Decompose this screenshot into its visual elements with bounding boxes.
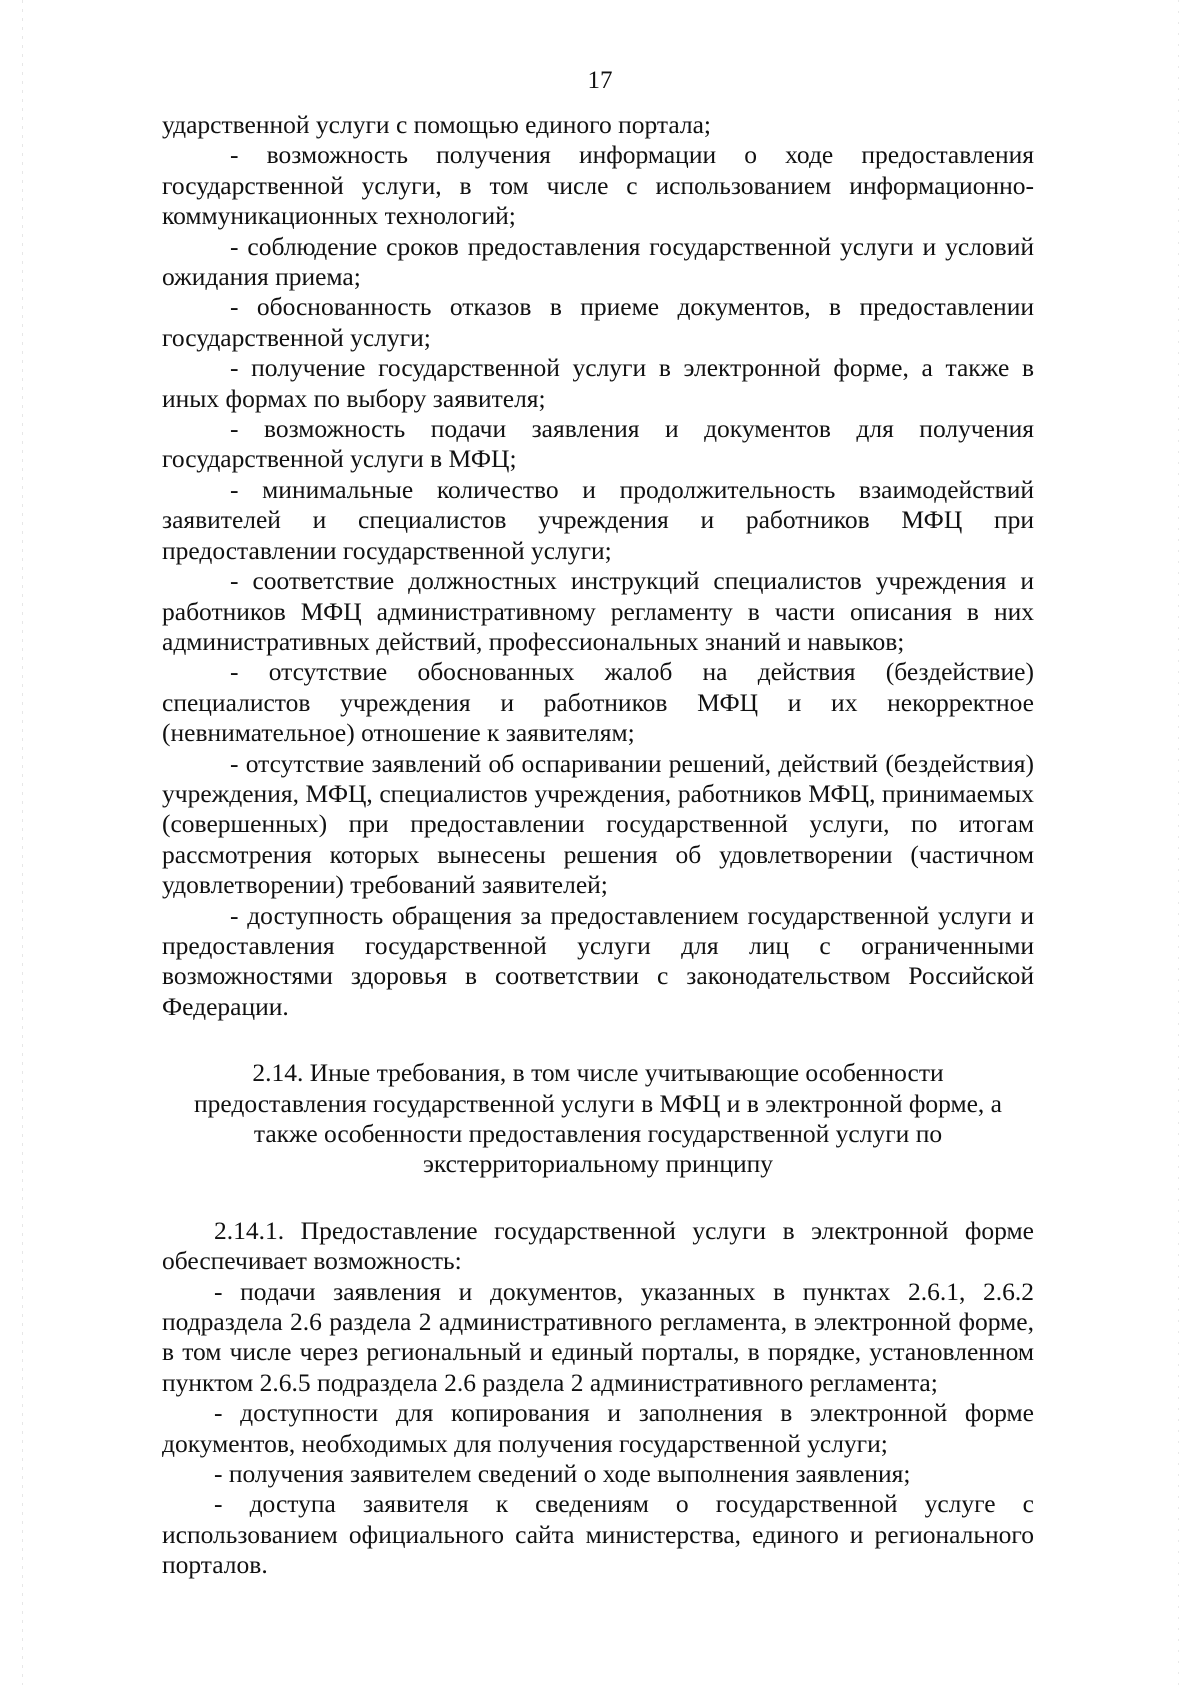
list-item: - отсутствие заявлений об оспаривании решений, действий (бездействия) учреждения, МФЦ, специалистов учреждения, работников МФЦ, принимаемых (совершенных) при предоставлении государственной услуги, по итогам рассмотрения которых вынесены решения об удовлетворении (частичном удовлетворении) требований заявителей; (162, 748, 1034, 900)
list-item: - доступность обращения за предоставлением государственной услуги и предоставления государственной услуги для лиц с ограниченными возможностями здоровья в соответствии с законодательством Российской Федерации. (162, 900, 1034, 1021)
list-item: - доступа заявителя к сведениям о государственной услуге с использованием официального сайта министерства, единого и регионального порталов. (162, 1489, 1034, 1580)
list-item: - возможность получения информации о ходе предоставления государственной услуги, в том числе с использованием информационно-коммуникационных технологий; (162, 140, 1034, 231)
list-item: - соблюдение сроков предоставления государственной услуги и условий ожидания приема; (162, 231, 1034, 292)
page-number: 17 (587, 67, 613, 94)
section-heading: 2.14. Иные требования, в том числе учитывающие особенности предоставления государственной услуги в МФЦ и в электронной форме, а также особенности предоставления государственной услуги по экстерриториальному принципу (194, 1058, 1002, 1179)
paragraph: ударственной услуги с помощью единого портала; (162, 110, 712, 139)
list-item: - доступности для копирования и заполнения в электронной форме документов, необходимых для получения государственной услуги; (162, 1398, 1034, 1458)
list-item: - получения заявителем сведений о ходе выполнения заявления; (214, 1459, 911, 1489)
list-item: - соответствие должностных инструкций специалистов учреждения и работников МФЦ административному регламенту в части описания в них административных действий, профессиональных знаний и навыков; (162, 566, 1034, 656)
list-item: - обоснованность отказов в приеме документов, в предоставлении государственной услуги; (162, 292, 1034, 352)
document-body (162, 110, 1034, 1581)
scan-edge-right (1178, 0, 1179, 1685)
list-item: - отсутствие обоснованных жалоб на действия (бездействие) специалистов учреждения и работников МФЦ и их некорректное (невнимательное) отношение к заявителям; (162, 657, 1034, 748)
paragraph: 2.14.1. Предоставление государственной услуги в электронной форме обеспечивает возможность: (162, 1215, 1034, 1276)
list-item: - минимальные количество и продолжительность взаимодействий заявителей и специалистов учреждения и работников МФЦ при предоставлении государственной услуги; (162, 474, 1034, 565)
list-item: - возможность подачи заявления и документов для получения государственной услуги в МФЦ; (162, 414, 1034, 474)
list-item: - получение государственной услуги в электронной форме, а также в иных формах по выбору заявителя; (162, 353, 1034, 413)
scan-edge-left (22, 0, 23, 1685)
list-item: - подачи заявления и документов, указанных в пунктах 2.6.1, 2.6.2 подраздела 2.6 раздела 2 административного регламента, в электронной форме, в том числе через региональный и единый порталы, в порядке, установленном пунктом 2.6.5 подраздела 2.6 раздела 2 административного регламента; (162, 1276, 1034, 1397)
